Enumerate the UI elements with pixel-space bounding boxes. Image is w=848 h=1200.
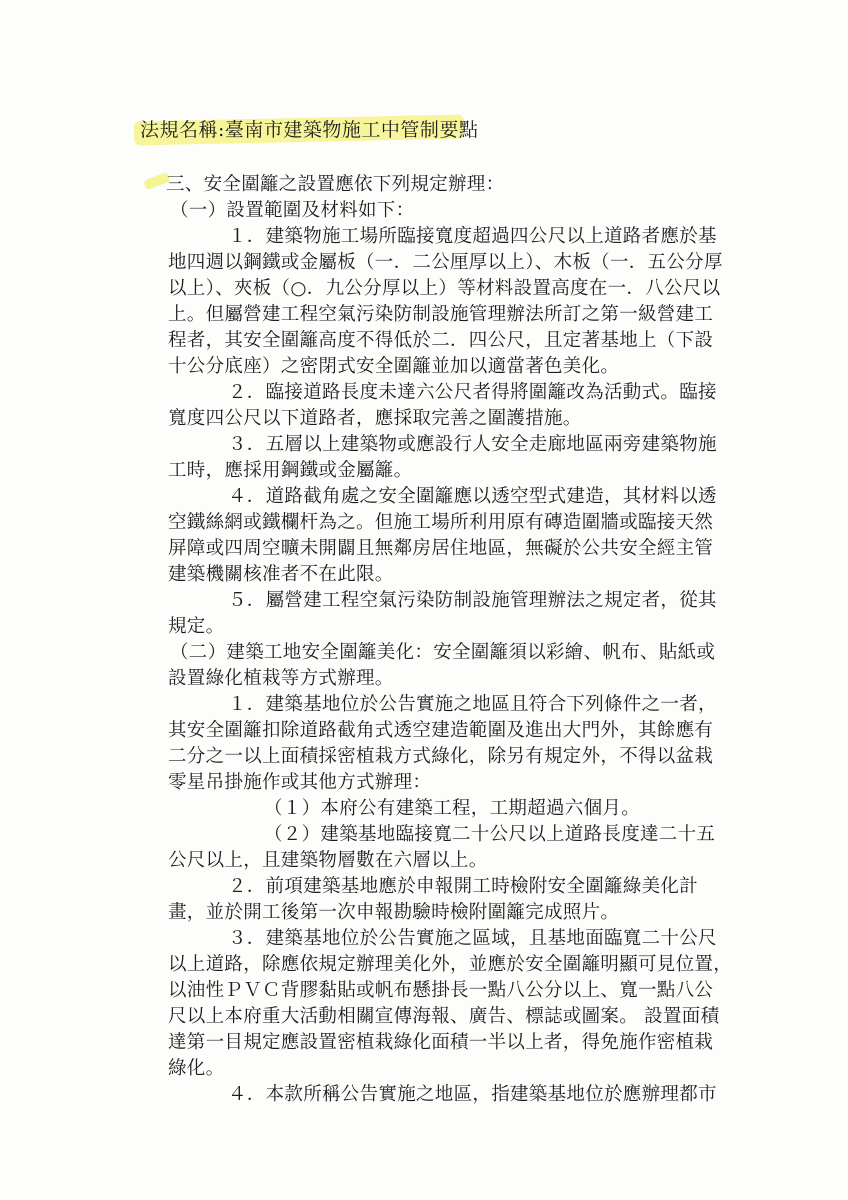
paragraph-line: ２．前項建築基地應於申報開工時檢附安全圍籬綠美化計 [228,876,699,897]
paragraph-line: 設置綠化植栽等方式辦理。 [168,668,394,689]
paragraph-line: ３．建築基地位於公告實施之區域，且基地面臨寬二十公尺 [228,928,717,949]
paragraph-line: 工時，應採用鋼鐵或金屬籬。 [168,460,413,481]
paragraph-line: 以油性ＰＶＣ背膠黏貼或帆布懸掛長一點八公分以上、寬一點八公 [168,980,714,1001]
paragraph-line: 空鐵絲網或鐵欄杆為之。但施工場所利用原有磚造圍牆或臨接天然 [168,512,714,533]
paragraph-line: ３．五層以上建築物或應設行人安全走廊地區兩旁建築物施 [228,434,717,455]
regulation-title: 法規名稱:臺南市建築物施工中管制要點 [140,119,479,141]
paragraph-line: 規定。 [168,616,225,637]
paragraph-line: 其安全圍籬扣除道路截角式透空建造範圍及進出大門外，其餘應有 [168,720,714,741]
paragraph-line: 以上）、夾板（○．九公分厚以上）等材料設置高度在一．八公尺以 [168,278,721,299]
paragraph-line: ４．道路截角處之安全圍籬應以透空型式建造，其材料以透 [228,486,717,507]
paragraph-line: 零星吊掛施作或其他方式辦理： [168,772,432,793]
paragraph-line: 畫，並於開工後第一次申報勘驗時檢附圍籬完成照片。 [168,902,620,923]
subsection-heading: （一）設置範圍及材料如下： [170,200,415,221]
paragraph-line: 十公分底座）之密閉式安全圍籬並加以適當著色美化。 [168,356,620,377]
paragraph-line: ５．屬營建工程空氣污染防制設施管理辦法之規定者，從其 [228,590,717,611]
paragraph-line: 上。但屬營建工程空氣污染防制設施管理辦法所訂之第一級營建工 [168,304,714,325]
paragraph-line: 建築機關核准者不在此限。 [168,564,394,585]
paragraph-line: （１）本府公有建築工程，工期超過六個月。 [264,798,641,819]
paragraph-line: 二分之一以上面積採密植栽方式綠化，除另有規定外，不得以盆栽 [168,746,714,767]
paragraph-line: ２．臨接道路長度未達六公尺者得將圍籬改為活動式。臨接 [228,382,717,403]
section-heading: 三、安全圍籬之設置應依下列規定辦理： [166,174,505,195]
paragraph-line: 尺以上本府重大活動相關宣傳海報、廣告、標誌或圖案。 設置面積 [168,1006,720,1027]
paragraph-line: 程者，其安全圍籬高度不得低於二．四公尺，且定著基地上（下設 [168,330,714,351]
title-block [140,114,478,146]
paragraph-line: ４．本款所稱公告實施之地區，指建築基地位於應辦理都市 [228,1084,717,1105]
paragraph-line: 綠化。 [168,1058,225,1079]
paragraph-line: 以上道路，除應依規定辦理美化外，並應於安全圍籬明顯可見位置， [168,954,733,975]
paragraph-line: １．建築基地位於公告實施之地區且符合下列條件之一者， [228,694,717,715]
paragraph-line: 寬度四公尺以下道路者，應採取完善之圍護措施。 [168,408,582,429]
paragraph-line: 屏障或四周空曠未開闢且無鄰房居住地區，無礙於公共安全經主管 [168,538,714,559]
paragraph-line: 地四週以鋼鐵或金屬板（一．二公厘厚以上）、木板（一．五公分厚 [168,252,723,273]
subsection-heading: （二）建築工地安全圍籬美化：安全圍籬須以彩繪、帆布、貼紙或 [170,642,716,663]
paragraph-line: （２）建築基地臨接寬二十公尺以上道路長度達二十五 [264,824,716,845]
paragraph-line: 達第一目規定應設置密植栽綠化面積一半以上者，得免施作密植栽 [168,1032,714,1053]
paragraph-line: １．建築物施工場所臨接寬度超過四公尺以上道路者應於基 [228,226,717,247]
paragraph-line: 公尺以上，且建築物層數在六層以上。 [168,850,488,871]
